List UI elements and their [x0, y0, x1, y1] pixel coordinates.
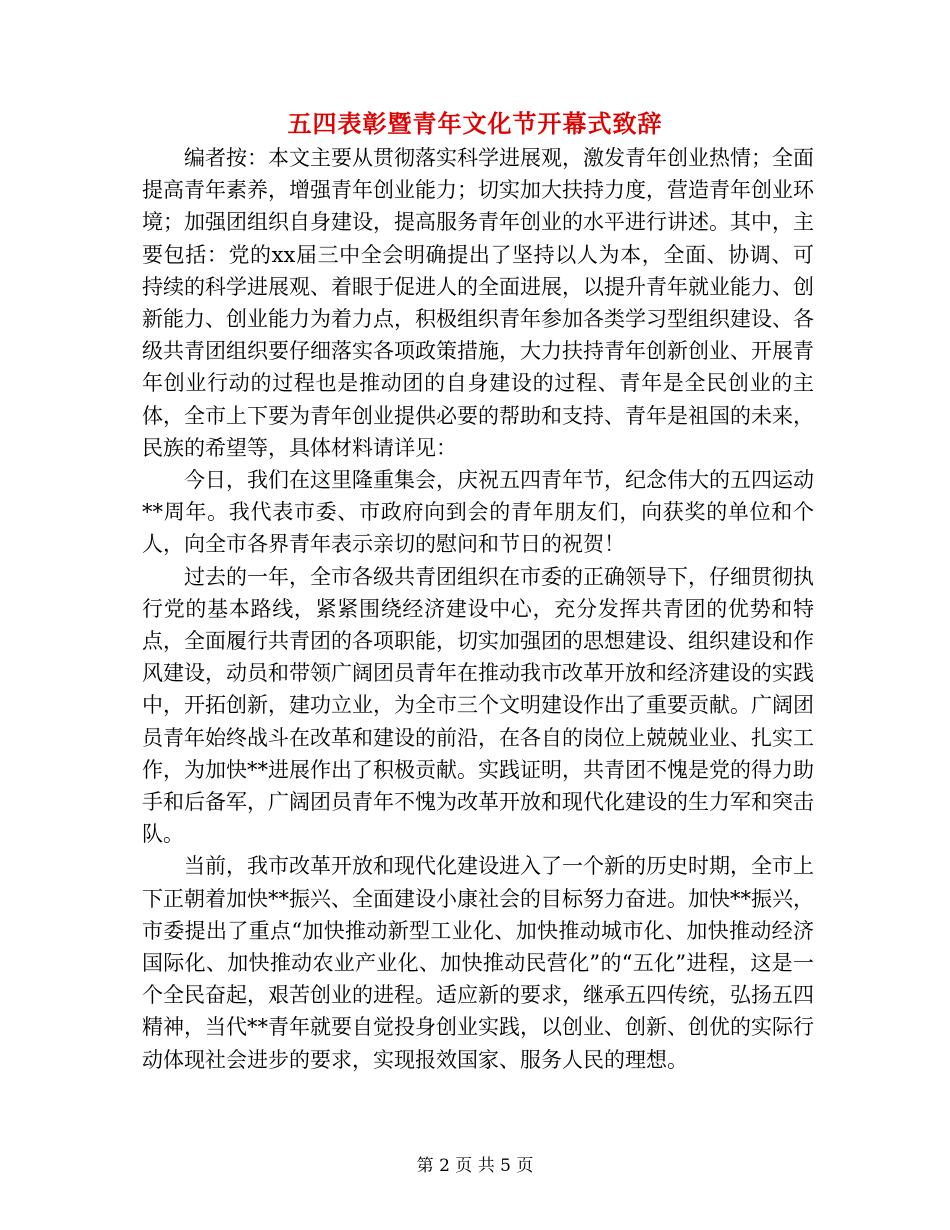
body-paragraph: 当前，我市改革开放和现代化建设进入了一个新的历史时期，全市上下正朝着加快**振兴、全面建设小康社会的目标努力奋进。加快**振兴，市委提出了重点“加快推动新型工业化、加快推动城市化、加快推动经济国际化、加快推动农业产业化、加快推动民营化”的“五化”进程，这是一个全民奋起，艰苦创业的进程。适应新的要求，继承五四传统，弘扬五四精神，当代**青年就要自觉投身创业实践，以创业、创新、创优的实际行动体现社会进步的要求，实现报效国家、服务人民的理想。	[142, 854, 814, 1072]
body-paragraph: 过去的一年，全市各级共青团组织在市委的正确领导下，仔细贯彻执行党的基本路线，紧紧围绕经济建设中心，充分发挥共青团的优势和特点，全面履行共青团的各项职能，切实加强团的思想建设、组织建设和作风建设，动员和带领广阔团员青年在推动我市改革开放和经济建设的实践中，开拓创新，建功立业，为全市三个文明建设作出了重要贡献。广阔团员青年始终战斗在改革和建设的前沿，在各自的岗位上兢兢业业、扎实工作，为加快**进展作出了积极贡献。实践证明，共青团不愧是党的得力助手和后备军，广阔团员青年不愧为改革开放和现代化建设的生力军和突击队。	[142, 564, 814, 847]
page-number-footer: 第 2 页 共 5 页	[416, 1156, 534, 1176]
editor-note-paragraph: 编者按：本文主要从贯彻落实科学进展观，激发青年创业热情；全面提高青年素养，增强青年创业能力；切实加大扶持力度，营造青年创业环境；加强团组织自身建设，提高服务青年创业的水平进行讲述。其中，主要包括：党的xx届三中全会明确提出了坚持以人为本，全面、协调、可持续的科学进展观、着眼于促进人的全面进展，以提升青年就业能力、创新能力、创业能力为着力点，积极组织青年参加各类学习型组织建设、各级共青团组织要仔细落实各项政策措施，大力扶持青年创新创业、开展青年创业行动的过程也是推动团的自身建设的过程、青年是全民创业的主体，全市上下要为青年创业提供必要的帮助和支持、青年是祖国的未来，民族的希望等，具体材料请详见：	[142, 146, 814, 460]
document-title: 五四表彰暨青年文化节开幕式致辞	[287, 109, 663, 138]
document-body	[142, 142, 814, 1076]
body-paragraph: 今日，我们在这里隆重集会，庆祝五四青年节，纪念伟大的五四运动**周年。我代表市委、市政府向到会的青年朋友们，向获奖的单位和个人，向全市各界青年表示亲切的慰问和节日的祝贺！	[142, 468, 814, 557]
